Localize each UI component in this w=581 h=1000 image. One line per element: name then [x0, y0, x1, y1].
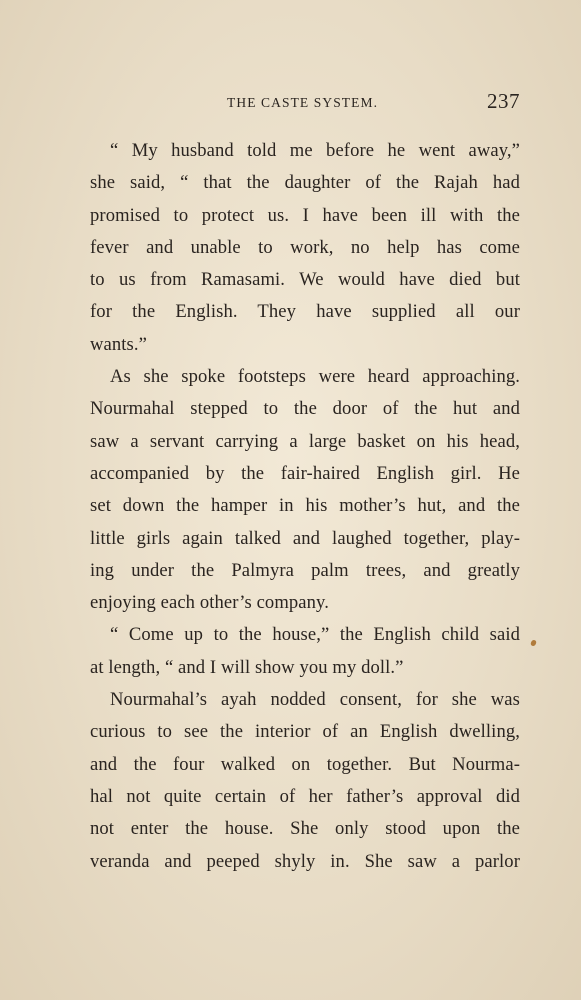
text-line: veranda and peeped shyly in. She saw a parlor [90, 850, 520, 872]
text-line: “ My husband told me before he went away,” [110, 140, 520, 161]
text-line: “ Come up to the house,” the English child said [110, 624, 520, 646]
text-line: set down the hamper in his mother’s hut, and the [90, 495, 520, 517]
page-number: 237 [487, 89, 520, 113]
text-line: accompanied by the fair-haired English girl. He [90, 462, 520, 484]
text-line: and the four walked on together. But Nourma- [90, 753, 520, 775]
text-line: to us from Ramasami. We would have died but [90, 269, 520, 291]
text-line: Nourmahal stepped to the door of the hut and [90, 398, 520, 420]
running-head [90, 89, 520, 114]
text-line: hal not quite certain of her father’s approval did [90, 785, 520, 807]
text-line: curious to see the interior of an English dwelling, [90, 721, 520, 743]
ink-spot [530, 639, 537, 646]
text-line: As she spoke footsteps were heard approaching. [110, 366, 520, 388]
text-line: for the English. They have supplied all our [90, 301, 520, 323]
text-line: wants.” [90, 333, 147, 355]
body-text [90, 135, 520, 878]
text-line: little girls again talked and laughed together, play- [90, 527, 520, 549]
chapter-title: THE CASTE SYSTEM. [227, 95, 379, 110]
text-line: enjoying each other’s company. [90, 592, 329, 614]
text-line: ing under the Palmyra palm trees, and greatly [90, 559, 520, 581]
text-line: she said, “ that the daughter of the Rajah had [90, 172, 520, 194]
text-line: saw a servant carrying a large basket on his head, [90, 430, 520, 452]
text-line: at length, “ and I will show you my doll.” [90, 656, 404, 678]
text-line: Nourmahal’s ayah nodded consent, for she was [110, 689, 520, 711]
text-line: promised to protect us. I have been ill with the [90, 204, 520, 226]
text-line: fever and unable to work, no help has come [90, 236, 520, 258]
text-line: not enter the house. She only stood upon the [90, 818, 520, 840]
